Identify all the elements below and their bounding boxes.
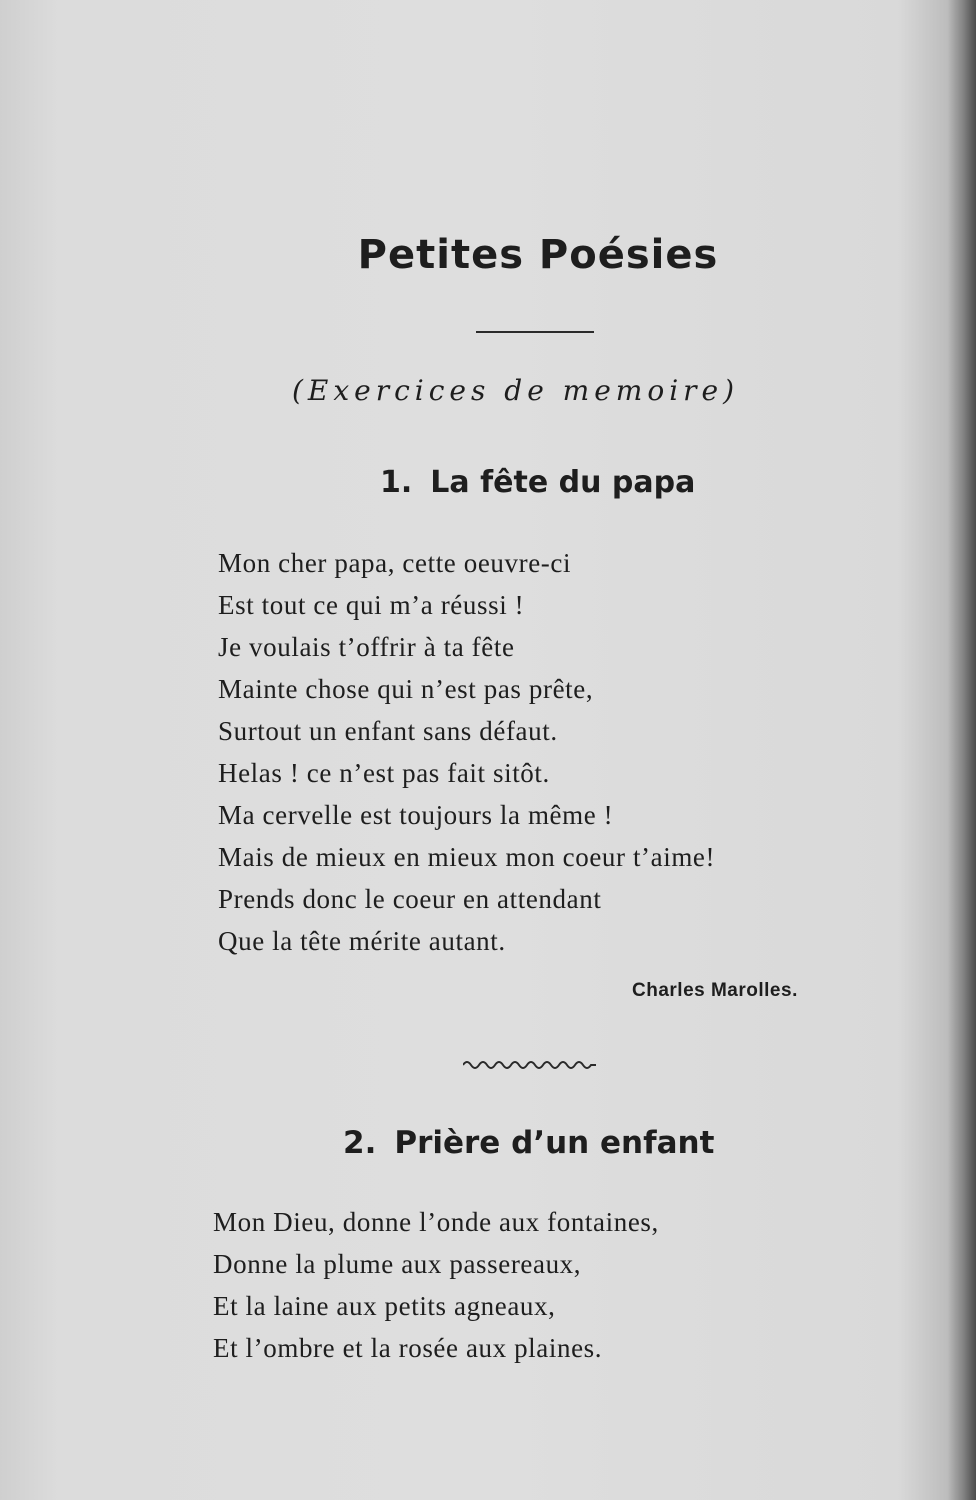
poem-1-author: Charles Marolles. bbox=[632, 980, 798, 1001]
verse-line: Surtout un enfant sans défaut. bbox=[218, 716, 558, 746]
poem-2-number: 2. bbox=[343, 1125, 377, 1161]
verse-line: Helas ! ce n’est pas fait sitôt. bbox=[218, 758, 550, 788]
poem-1-heading bbox=[380, 465, 695, 500]
poem-1-number: 1. bbox=[380, 465, 413, 500]
wavy-divider bbox=[463, 1058, 596, 1072]
poem-2-verse bbox=[213, 1201, 659, 1369]
verse-line: Mon Dieu, donne l’onde aux fontaines, bbox=[213, 1207, 659, 1237]
verse-line: Donne la plume aux passereaux, bbox=[213, 1249, 582, 1279]
verse-line: Mais de mieux en mieux mon coeur t’aime! bbox=[218, 842, 716, 872]
verse-line: Et la laine aux petits agneaux, bbox=[213, 1291, 556, 1321]
verse-line: Mon cher papa, cette oeuvre-ci bbox=[218, 548, 572, 578]
poem-1-verse bbox=[218, 542, 715, 962]
poem-2-heading bbox=[343, 1125, 714, 1161]
verse-line: Ma cervelle est toujours la même ! bbox=[218, 800, 614, 830]
verse-line: Prends donc le coeur en attendant bbox=[218, 884, 602, 914]
verse-line: Je voulais t’offrir à ta fête bbox=[218, 632, 515, 662]
verse-line: Mainte chose qui n’est pas prête, bbox=[218, 674, 594, 704]
title-rule bbox=[476, 331, 594, 333]
verse-line: Que la tête mérite autant. bbox=[218, 926, 506, 956]
page-edge-shadow bbox=[948, 0, 976, 1500]
verse-line: Est tout ce qui m’a réussi ! bbox=[218, 590, 525, 620]
poem-1-title: La fête du papa bbox=[430, 465, 696, 500]
verse-line: Et l’ombre et la rosée aux plaines. bbox=[213, 1333, 603, 1363]
page-title: Petites Poésies bbox=[357, 232, 719, 278]
page-subtitle: (Exercices de memoire) bbox=[292, 374, 740, 407]
poem-2-title: Prière d’un enfant bbox=[394, 1125, 715, 1161]
